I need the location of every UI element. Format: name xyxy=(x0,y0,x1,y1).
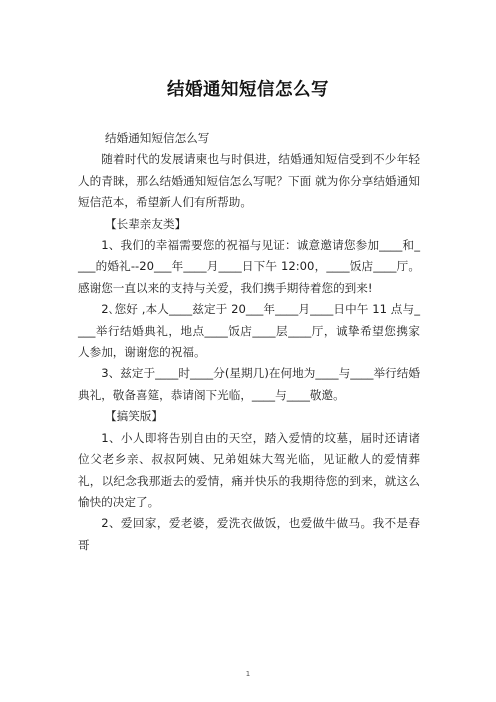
subtitle-paragraph: 结婚通知短信怎么写 xyxy=(105,131,210,145)
elders-message-1: 1、我们的幸福需要您的祝福与见证：诚意邀请您参加____和____的婚礼--20___年____月____日下午 12:00，____饭店____厅。感谢您一直以来的支持与关爱，我们携手期待着您的到来! xyxy=(78,238,420,295)
elders-message-3: 3、兹定于____时____分(星期几)在何地为____与____举行结婚典礼，敬备喜筵，恭请阁下光临，____与____敬邀。 xyxy=(78,366,420,402)
intro-paragraph: 随着时代的发展请柬也与时俱进，结婚通知短信受到不少年轻人的青睐，那么结婚通知短信怎么写呢？下面 就为你分享结婚通知短信范本，希望新人们有所帮助。 xyxy=(78,152,420,210)
document-body xyxy=(78,128,420,556)
funny-message-1: 1、小人即将告别自由的天空，踏入爱情的坟墓，届时还请诸位父老乡亲、叔叔阿姨、兄弟姐妹大驾光临，见证敝人的爱情葬礼，以纪念我那逝去的爱情，痛并快乐的我期待您的到来，就这么愉快的决定了。 xyxy=(78,430,420,509)
page-number: 1 xyxy=(245,670,251,678)
funny-message-2: 2、爱回家，爱老婆，爱洗衣做饭，也爱做牛做马。我不是春哥 xyxy=(78,516,420,552)
section-heading-elders: 【长辈亲友类】 xyxy=(105,216,187,231)
document-title: 结婚通知短信怎么写 xyxy=(167,80,329,100)
elders-message-2: 2､您好 ,本人____兹定于 20___年____月____日中午 11 点与____举行结婚典礼，地点____饭店____层____厅，诚挚希望您携家人参加，谢谢您的祝福。 xyxy=(78,302,420,360)
section-heading-funny: 【搞笑版】 xyxy=(105,409,163,424)
